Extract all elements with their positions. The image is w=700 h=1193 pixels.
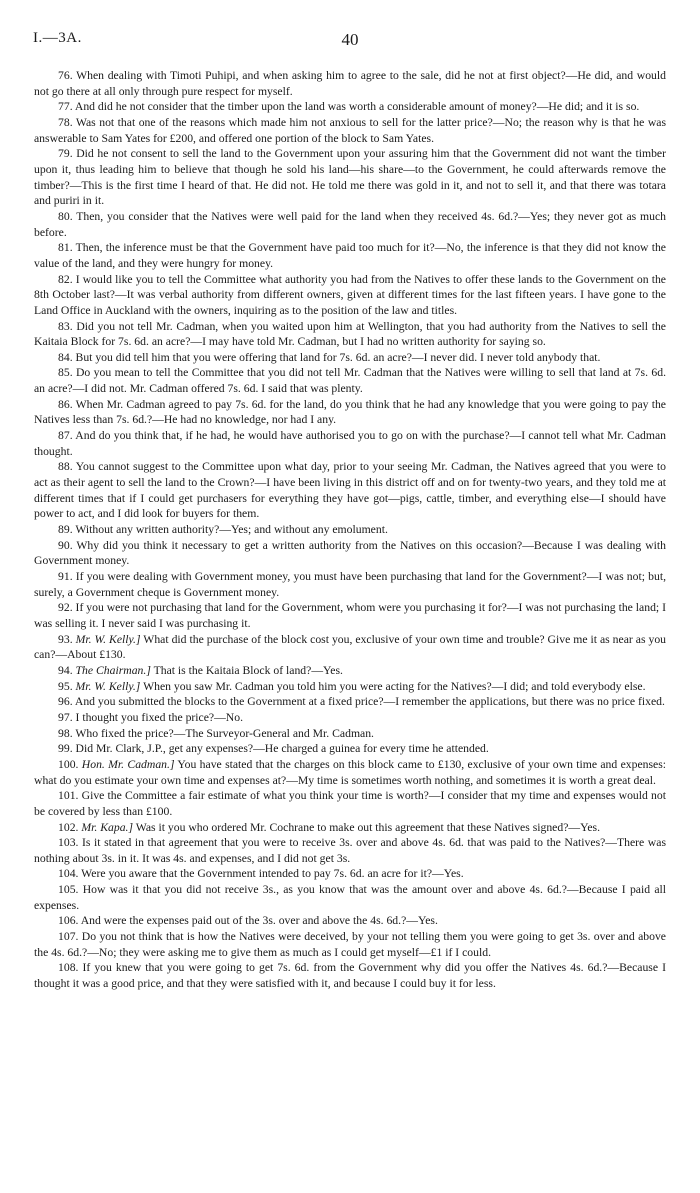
paragraph-text: 91. If you were dealing with Government money, you must have been purchasing that land for the Government?—I was not; but, surely, a Government cheque is Government money. [34,570,666,599]
paragraph-text: You have stated that the charges on this block came to £130, exclusive of your own time and expenses: what do you estimate your own time and expenses at?—My time is sometimes worth nothing, and sometimes it is worth a great deal. [34,757,667,787]
paragraph-text: 81. Then, the inference must be that the Government have paid too much for it?—No, the inference is that they did not know the value of the land, and they were hungry for money. [34,241,666,270]
evidence-paragraph [34,694,666,710]
paragraph-text: 108. If you knew that you were going to get 7s. 6d. from the Government why did you offer the Natives 4s. 6d.?—Because I thought it was a good price, and that they were satisfied with it, and because I could buy it for less. [34,961,666,991]
speaker-name: Mr. W. Kelly.] [75,632,141,646]
parliamentary-paper-reference: I.—3A. [33,30,82,46]
evidence-paragraph [34,319,666,350]
paragraph-text: That is the Kaitaia Block of land?—Yes. [150,663,343,677]
paragraph-text: 79. Did he not consent to sell the land to the Government upon your assuring him that the Government did not want the timber upon it, thus leading him to believe that though he sold his land—his share—to the Government, he could afterwards remove the timber?—This is the first time I heard of that. He did not. He told me there was gold in it, and not to sell it, and that there was totara and puriri in it. [34,147,666,208]
evidence-paragraph [34,663,666,679]
evidence-paragraph [34,569,666,600]
evidence-paragraph [34,428,666,459]
evidence-paragraph [34,240,666,271]
evidence-paragraph [34,757,666,788]
paragraph-text: 105. How was it that you did not receive 3s., as you know that was the amount over and above 4s. 6d.?—Because I paid all expenses. [34,883,666,912]
paragraph-text: 99. Did Mr. Clark, J.P., get any expenses?—He charged a guinea for every time he attended. [58,742,489,756]
evidence-paragraph [34,866,666,882]
paragraph-text: 86. When Mr. Cadman agreed to pay 7s. 6d. for the land, do you think that he had any knowledge that you were going to pay the Natives less than 7s. 6d.?—He had no knowledge, nor had I any. [34,397,666,427]
evidence-paragraph [34,710,666,726]
paragraph-text: 92. If you were not purchasing that land for the Government, whom were you purchasing it for?—I was not purchasing the land; I was selling it. I never said I was purchasing it. [34,601,666,630]
evidence-paragraph [34,726,666,742]
evidence-paragraph [34,913,666,929]
evidence-paragraph [34,632,666,663]
paragraph-text: When you saw Mr. Cadman you told him you were acting for the Natives?—I did; and told everybody else. [140,679,646,693]
question-number: 100. [58,757,82,771]
evidence-paragraph [34,960,666,991]
paragraph-text: 78. Was not that one of the reasons which made him not anxious to sell for the latter price?—No; the reason why is that he was answerable to Sam Yates for £200, and offered one portion of the block to Sam Yates. [34,115,666,145]
page-header [33,30,667,52]
evidence-paragraph [34,835,666,866]
paragraph-text: 98. Who fixed the price?—The Surveyor-General and Mr. Cadman. [58,726,374,740]
paragraph-text: What did the purchase of the block cost you, exclusive of your own time and trouble? Give me it as near as you can?—About £130. [34,632,667,662]
paragraph-text: 76. When dealing with Timoti Puhipi, and when asking him to agree to the sale, did he not at first object?—He did, and would not go there at all only through pure respect for myself. [34,69,666,98]
speaker-name: Mr. W. Kelly.] [75,679,141,693]
question-number: 102. [58,820,82,834]
paragraph-text: 101. Give the Committee a fair estimate of what you think your time is worth?—I consider that my time and expenses would not be covered by less than £100. [34,789,666,818]
evidence-paragraph [34,538,666,569]
evidence-paragraph [34,522,666,538]
paragraph-text: 82. I would like you to tell the Committee what authority you had from the Natives to offer these lands to the Government on the 8th October last?—It was verbal authority from different owners, given at different times for the last fifteen years. I have gone to the Land Office in Auckland with the owners, inquiring as to the position of the law and titles. [34,272,666,317]
evidence-paragraph [34,459,666,522]
evidence-paragraph [34,146,666,209]
paragraph-text: 90. Why did you think it necessary to get a written authority from the Natives on this occasion?—Because I was dealing with Government money. [34,538,666,568]
speaker-name: Hon. Mr. Cadman.] [81,757,175,771]
evidence-paragraph [34,882,666,913]
speaker-name: Mr. Kapa.] [81,820,134,834]
evidence-paragraph [34,365,666,396]
evidence-paragraph [34,99,666,115]
evidence-paragraph [34,68,666,99]
evidence-paragraph [34,115,666,146]
paragraph-text: Was it you who ordered Mr. Cochrane to make out this agreement that these Natives signed?—Yes. [133,820,601,834]
paragraph-text: 80. Then, you consider that the Natives were well paid for the land when they received 4s. 6d.?—Yes; they never got as much before. [34,209,666,239]
paragraph-text: 103. Is it stated in that agreement that you were to receive 3s. over and above 4s. 6d. that was paid to the Natives?—There was nothing about 3s. in it. It was 4s. and expenses, and I did not get 3s. [34,836,666,865]
paragraph-text: 85. Do you mean to tell the Committee that you did not tell Mr. Cadman that the Natives were willing to sell that land at 7s. 6d. an acre?—I did not. Mr. Cadman offered 7s. 6d. I said that was plenty. [34,366,666,396]
question-number: 94. [58,663,76,677]
paragraph-text: 89. Without any written authority?—Yes; and without any emolument. [58,523,388,537]
paragraph-text: 77. And did he not consider that the timber upon the land was worth a considerable amount of money?—He did; and it is so. [58,100,640,114]
speaker-name: The Chairman.] [75,663,151,677]
evidence-paragraph [34,741,666,757]
paragraph-text: 83. Did you not tell Mr. Cadman, when you waited upon him at Wellington, that you had authority from the Natives to sell the Kaitaia Block for 7s. 6d. an acre?—I may have told Mr. Cadman, but I had no written authority for saying so. [34,319,666,349]
paragraph-text: 107. Do you not think that is how the Natives were deceived, by your not telling them you were going to get 3s. over and above the 4s. 6d.?—No; they were asking me to give them as much as I could get myself—£1 if I could. [34,930,666,959]
question-number: 95. [58,679,76,693]
page-number: 40 [341,30,359,49]
paragraph-text: 104. Were you aware that the Government intended to pay 7s. 6d. an acre for it?—Yes. [58,867,464,881]
evidence-paragraph [34,350,666,366]
evidence-paragraph [34,929,666,960]
paragraph-text: 97. I thought you fixed the price?—No. [58,710,244,724]
paragraph-text: 88. You cannot suggest to the Committee upon what day, prior to your seeing Mr. Cadman, the Natives agreed that you were to act as their agent to sell the land to the Crown?—I have been living in this district off and on for twenty-two years, and they told me at different times that if I could get purchasers for everything they have got—pigs, cattle, timber, and everything else—I should have power to act, and I did look for buyers for them. [34,460,666,521]
question-number: 93. [58,632,76,646]
paragraph-text: 84. But you did tell him that you were offering that land for 7s. 6d. an acre?—I never did. I never told anybody that. [58,350,601,364]
evidence-paragraph [34,209,666,240]
evidence-paragraph [34,600,666,631]
evidence-paragraph [34,788,666,819]
paragraph-text: 106. And were the expenses paid out of the 3s. over and above the 4s. 6d.?—Yes. [58,914,438,928]
evidence-text [34,68,666,992]
evidence-paragraph [34,272,666,319]
paragraph-text: 96. And you submitted the blocks to the Government at a fixed price?—I remember the applications, but there was no price fixed. [58,695,665,709]
evidence-paragraph [34,679,666,695]
paragraph-text: 87. And do you think that, if he had, he would have authorised you to go on with the purchase?—I cannot tell what Mr. Cadman thought. [34,429,666,458]
evidence-paragraph [34,820,666,836]
evidence-paragraph [34,397,666,428]
